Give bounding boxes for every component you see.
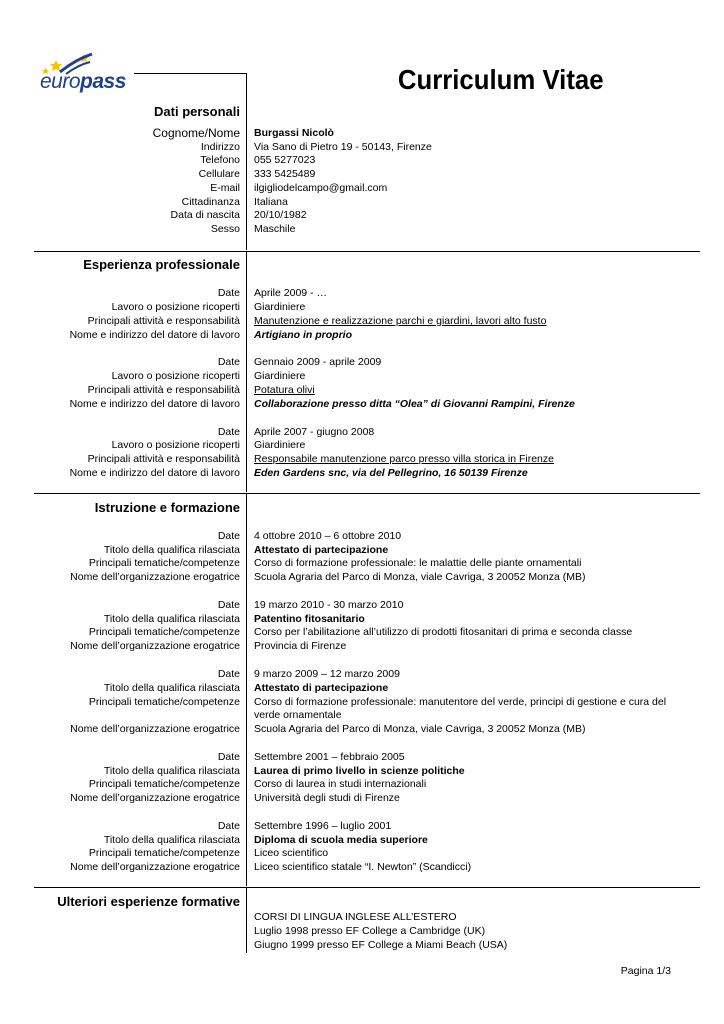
label-date: Date	[217, 287, 240, 299]
section-title-experience: Esperienza professionale	[83, 257, 240, 272]
education-qualification: Diploma di scuola media superiore	[254, 834, 428, 846]
value-name: Burgassi Nicolò	[254, 127, 334, 139]
value-email: ilgigliodelcampo@gmail.com	[254, 182, 388, 194]
education-organization: Università degli studi di Firenze	[254, 792, 400, 804]
label-organization: Nome dell’organizzazione erogatrice	[70, 792, 240, 804]
label-organization: Nome dell’organizzazione erogatrice	[70, 640, 240, 652]
experience-employer: Artigiano in proprio	[254, 329, 352, 341]
education-subjects: Corso di laurea in studi internazionali	[254, 778, 427, 790]
label-subjects: Principali tematiche/competenze	[88, 778, 240, 790]
divider-further	[246, 888, 247, 953]
experience-duties: Responsabile manutenzione parco presso villa storica in Firenze	[254, 453, 554, 465]
education-date: Settembre 1996 – luglio 2001	[254, 820, 392, 832]
label-qualification: Titolo della qualifica rilasciata	[103, 682, 240, 694]
section-title-education: Istruzione e formazione	[94, 500, 240, 515]
experience-date: Aprile 2007 - giugno 2008	[254, 426, 375, 438]
label-qualification: Titolo della qualifica rilasciata	[103, 613, 240, 625]
page-number: Pagina 1/3	[620, 965, 671, 977]
value-sex: Maschile	[254, 223, 296, 235]
label-subjects: Principali tematiche/competenze	[88, 626, 240, 638]
label-sex: Sesso	[210, 223, 240, 235]
experience-role: Giardiniere	[254, 301, 306, 313]
education-qualification: Patentino fitosanitario	[254, 613, 365, 625]
value-phone: 055 5277023	[254, 154, 316, 166]
section-title-personal: Dati personali	[154, 104, 240, 119]
education-date: 19 marzo 2010 - 30 marzo 2010	[254, 599, 404, 611]
further-line: CORSI DI LINGUA INGLESE ALL’ESTERO	[254, 911, 457, 923]
label-role: Lavoro o posizione ricoperti	[111, 370, 240, 382]
divider-education	[246, 494, 247, 886]
label-organization: Nome dell’organizzazione erogatrice	[70, 571, 240, 583]
label-date: Date	[217, 820, 240, 832]
label-phone: Telefono	[200, 154, 240, 166]
label-address: Indirizzo	[200, 141, 240, 153]
education-qualification: Attestato di partecipazione	[254, 544, 389, 556]
education-organization: Liceo scientifico statale “I. Newton” (Scandicci)	[254, 861, 472, 873]
label-citizenship: Cittadinanza	[181, 196, 240, 208]
education-date: 9 marzo 2009 – 12 marzo 2009	[254, 668, 400, 680]
page-title: Curriculum Vitae	[398, 64, 604, 95]
label-qualification: Titolo della qualifica rilasciata	[103, 544, 240, 556]
education-organization: Scuola Agraria del Parco di Monza, viale Cavriga, 3 20052 Monza (MB)	[254, 723, 586, 735]
label-mobile: Cellulare	[198, 168, 240, 180]
section-separator	[34, 493, 700, 494]
label-date: Date	[217, 356, 240, 368]
education-organization: Scuola Agraria del Parco di Monza, viale Cavriga, 3 20052 Monza (MB)	[254, 571, 586, 583]
label-duties: Principali attività e responsabilità	[87, 384, 240, 396]
education-qualification: Laurea di primo livello in scienze politiche	[254, 765, 465, 777]
education-date: 4 ottobre 2010 – 6 ottobre 2010	[254, 530, 402, 542]
logo-prefix: euro	[40, 70, 81, 93]
experience-employer: Eden Gardens snc, via del Pellegrino, 16 50139 Firenze	[254, 467, 528, 479]
label-subjects: Principali tematiche/competenze	[88, 847, 240, 859]
label-email: E-mail	[210, 182, 240, 194]
experience-role: Giardiniere	[254, 439, 306, 451]
education-organization: Provincia di Firenze	[254, 640, 347, 652]
section-separator	[34, 887, 700, 888]
value-citizenship: Italiana	[254, 196, 288, 208]
experience-employer: Collaborazione presso ditta “Olea” di Giovanni Rampini, Firenze	[254, 398, 575, 410]
label-date: Date	[217, 668, 240, 680]
experience-duties: Manutenzione e realizzazione parchi e giardini, lavori alto fusto	[254, 315, 547, 327]
label-subjects: Principali tematiche/competenze	[88, 696, 240, 708]
value-address: Via Sano di Pietro 19 - 50143, Firenze	[254, 141, 432, 153]
experience-date: Gennaio 2009 - aprile 2009	[254, 356, 382, 368]
label-duties: Principali attività e responsabilità	[87, 453, 240, 465]
education-subjects: Corso per l’abilitazione all’utilizzo di prodotti fitosanitari di prima e seconda classe	[254, 626, 633, 638]
label-date: Date	[217, 599, 240, 611]
experience-role: Giardiniere	[254, 370, 306, 382]
experience-duties: Potatura olivi	[254, 384, 315, 396]
label-employer: Nome e indirizzo del datore di lavoro	[69, 329, 240, 341]
further-line: Luglio 1998 presso EF College a Cambridge (UK)	[254, 925, 486, 937]
label-role: Lavoro o posizione ricoperti	[111, 301, 240, 313]
label-duties: Principali attività e responsabilità	[87, 315, 240, 327]
europass-wordmark	[40, 70, 126, 94]
label-date: Date	[217, 751, 240, 763]
label-date: Date	[217, 530, 240, 542]
education-date: Settembre 2001 – febbraio 2005	[254, 751, 405, 763]
divider-experience	[246, 252, 247, 492]
education-subjects: Liceo scientifico	[254, 847, 329, 859]
europass-logo	[36, 50, 136, 100]
logo-suffix: pass	[80, 70, 126, 93]
education-subjects: Corso di formazione professionale: manutentore del verde, principi di gestione e cura del verde ornamentale	[254, 696, 667, 721]
label-organization: Nome dell’organizzazione erogatrice	[70, 723, 240, 735]
section-separator	[34, 251, 700, 252]
divider-personal	[246, 73, 247, 250]
label-name: Cognome/Nome	[152, 126, 240, 140]
further-line: Giugno 1999 presso EF College a Miami Beach (USA)	[254, 939, 508, 951]
education-qualification: Attestato di partecipazione	[254, 682, 389, 694]
education-subjects: Corso di formazione professionale: le malattie delle piante ornamentali	[254, 557, 582, 569]
label-birthdate: Data di nascita	[170, 209, 240, 221]
label-employer: Nome e indirizzo del datore di lavoro	[69, 467, 240, 479]
label-role: Lavoro o posizione ricoperti	[111, 439, 240, 451]
section-title-further: Ulteriori esperienze formative	[57, 894, 240, 909]
experience-date: Aprile 2009 - …	[254, 287, 327, 299]
label-date: Date	[217, 426, 240, 438]
label-employer: Nome e indirizzo del datore di lavoro	[69, 398, 240, 410]
label-organization: Nome dell’organizzazione erogatrice	[70, 861, 240, 873]
header-rule	[134, 73, 246, 74]
label-qualification: Titolo della qualifica rilasciata	[103, 765, 240, 777]
value-birthdate: 20/10/1982	[254, 209, 307, 221]
value-mobile: 333 5425489	[254, 168, 316, 180]
label-subjects: Principali tematiche/competenze	[88, 557, 240, 569]
label-qualification: Titolo della qualifica rilasciata	[103, 834, 240, 846]
